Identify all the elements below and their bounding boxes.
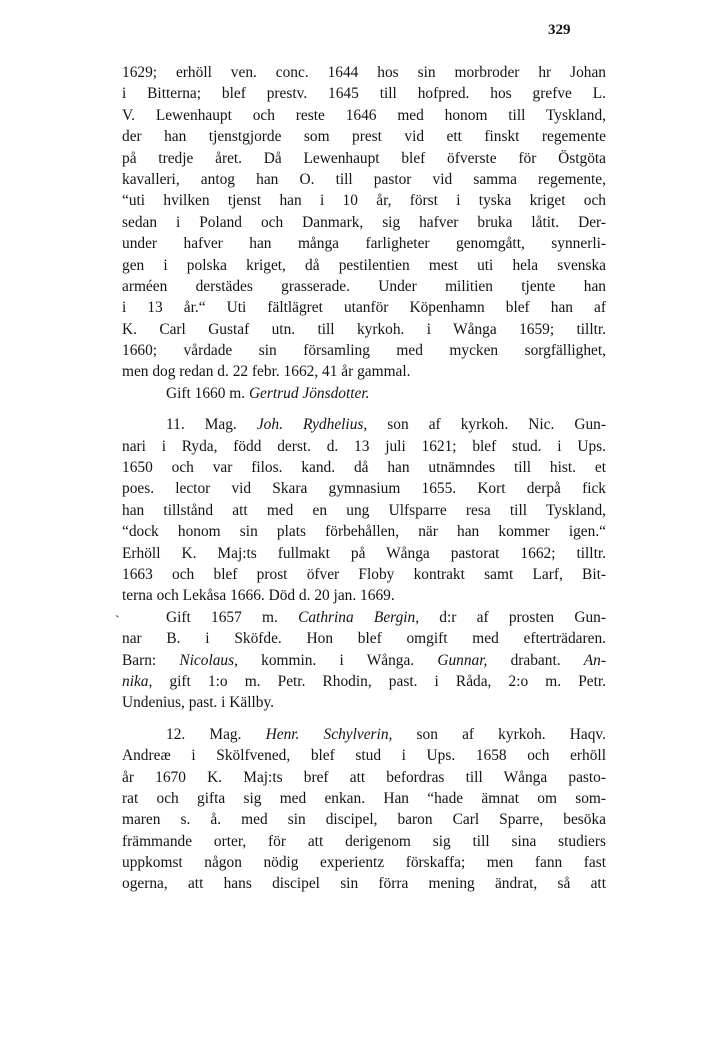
text-line: maren s. å. med sin discipel, baron Carl Sparre, besöka	[122, 811, 606, 829]
children-label: Barn:	[122, 651, 180, 669]
text-line: arméen derstädes grasserade. Under militien tjente han	[122, 277, 606, 295]
text-line: ogerna, att hans discipel sin förra mening ändrat, så att	[122, 875, 606, 893]
spouse-name: Cathrina Bergin,	[298, 608, 420, 626]
text-line: V. Lewenhaupt och reste 1646 med honom till Tyskland,	[122, 106, 606, 124]
text-line: han tillstånd att med en ung Ulfsparre resa till Tyskland,	[122, 501, 606, 519]
spouse-name: Gertrud Jönsdotter.	[248, 384, 370, 402]
person-name: Henr. Schylverin,	[265, 725, 393, 743]
text-line: 1629; erhöll ven. conc. 1644 hos sin morbroder hr Johan	[122, 64, 606, 81]
marriage-line	[122, 383, 606, 404]
paragraph-olof	[122, 62, 606, 404]
children-line	[122, 671, 606, 692]
text-line: 1650 och var filos. kand. då han utnämndes till hist. et	[122, 459, 606, 477]
paragraph-gap	[122, 714, 606, 724]
page-number: 329	[548, 22, 571, 38]
paragraph-rydhelius	[122, 414, 606, 713]
entry-heading-rest: son af kyrkoh. Nic. Gun-	[367, 416, 606, 434]
text-line: år 1670 K. Maj:ts bref att befordras till Wånga pasto-	[122, 768, 606, 786]
text-line: kavalleri, antog han O. till pastor vid samma regemente,	[122, 170, 606, 188]
marriage-line	[122, 607, 606, 628]
text-line: 1660; vårdade sin församling med mycken sorgfällighet,	[122, 342, 606, 360]
marriage-prefix: Gift 1660 m.	[166, 384, 249, 402]
paragraph-gap	[122, 404, 606, 414]
text-line: poes. lector vid Skara gymnasium 1655. Kort derpå fick	[122, 480, 606, 498]
text-line: “uti hvilken tjenst han i 10 år, först i tyska kriget och	[122, 192, 606, 210]
text-line: främmande orter, för att derigenom sig till sina studiers	[122, 832, 606, 850]
text-line: i 13 år.“ Uti fältlägret utanför Köpenhamn blef han af	[122, 299, 606, 317]
text-line: under hafver han många farligheter genomgått, synnerli-	[122, 235, 606, 253]
person-name: Joh. Rydhelius,	[256, 416, 368, 434]
text-line: der han tjenstgjorde som prest vid ett finskt regemente	[122, 128, 606, 146]
text-line: uppkomst någon nödig experientz förskaffa; men fann fast	[122, 854, 606, 872]
child-marriage: gift 1:o m. Petr. Rhodin, past. i Råda, 2:o m. Petr.	[152, 672, 606, 690]
child-role: kommin. i Wånga.	[237, 651, 438, 669]
text-line: Andreæ i Skölfvened, blef stud i Ups. 1658 och erhöll	[122, 747, 606, 765]
entry-heading-rest: son af kyrkoh. Haqv.	[392, 725, 606, 743]
text-line: gen i polska kriget, då pestilentien mest uti hela svenska	[122, 256, 606, 274]
text-line: på tredje året. Då Lewenhaupt blef öfverste för Östgöta	[122, 149, 606, 167]
text-line: men dog redan d. 22 febr. 1662, 41 år gammal.	[122, 363, 411, 381]
text-line: Erhöll K. Maj:ts fullmakt på Wånga pastorat 1662; tilltr.	[122, 544, 606, 562]
child-name: nika,	[122, 672, 153, 690]
marriage-prefix: Gift 1657 m.	[166, 608, 299, 626]
margin-mark: `	[115, 614, 120, 629]
text-line: Undenius, past. i Källby.	[122, 694, 275, 712]
child-name: Gunnar,	[437, 651, 488, 669]
children-line	[122, 650, 606, 671]
child-name: An-	[583, 651, 606, 669]
text-line: sedan i Poland och Danmark, sig hafver bruka låtit. Der-	[122, 213, 606, 231]
child-name: Nicolaus,	[179, 651, 238, 669]
entry-heading-line	[122, 724, 606, 745]
marriage-rest: d:r af prosten Gun-	[419, 608, 606, 626]
paragraph-schylverin	[122, 724, 606, 895]
text-line: nar B. i Sköfde. Hon blef omgift med efterträdaren.	[122, 630, 606, 648]
body-text	[122, 62, 606, 895]
text-line: “dock honom sin plats förbehållen, när han kommer igen.“	[122, 523, 606, 541]
child-role: drabant.	[487, 651, 584, 669]
entry-number: 12. Mag.	[166, 725, 266, 743]
text-line: rat och gifta sig med enkan. Han “hade ämnat om som-	[122, 789, 606, 807]
entry-heading-line	[122, 414, 606, 435]
entry-number: 11. Mag.	[166, 416, 257, 434]
text-line: 1663 och blef prost öfver Floby kontrakt samt Larf, Bit-	[122, 565, 606, 583]
text-line: i Bitterna; blef prestv. 1645 till hofpred. hos grefve L.	[122, 85, 606, 103]
text-line: nari i Ryda, född derst. d. 13 juli 1621; blef stud. i Ups.	[122, 437, 606, 455]
text-line: terna och Lekåsa 1666. Död d. 20 jan. 1669.	[122, 587, 395, 605]
text-line: K. Carl Gustaf utn. till kyrkoh. i Wånga 1659; tilltr.	[122, 320, 606, 338]
